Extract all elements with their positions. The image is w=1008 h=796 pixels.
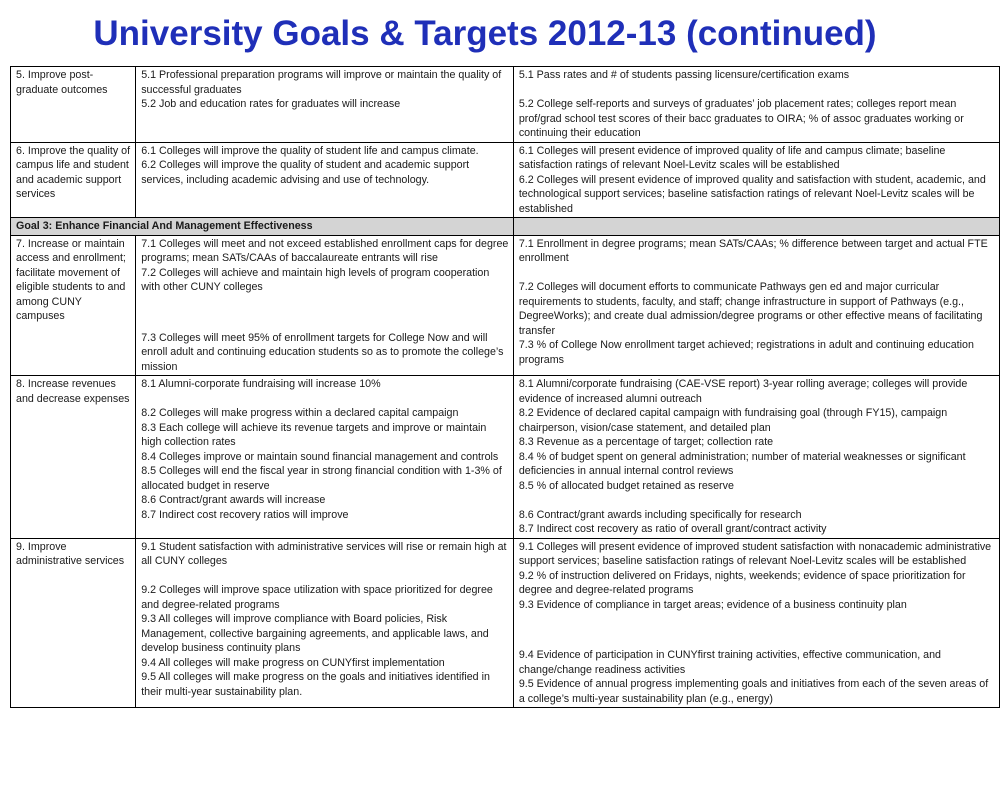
target-item: 9.1 Student satisfaction with administrative services will rise or remain high at all CUNY colleges xyxy=(141,540,507,567)
objective-cell: 5. Improve post-graduate outcomes xyxy=(11,67,136,143)
target-item: 5.1 Professional preparation programs will improve or maintain the quality of successful graduates xyxy=(141,69,502,96)
target-item: 8.3 Each college will achieve its revenue targets and improve or maintain high collection rates xyxy=(141,421,487,448)
indicator-item: 8.7 Indirect cost recovery as ratio of overall grant/contract activity xyxy=(518,523,827,535)
target-item: 7.2 Colleges will achieve and maintain high levels of program cooperation with other CUNY colleges xyxy=(141,266,490,293)
goal-header-row xyxy=(11,218,1000,236)
goal-header-empty xyxy=(513,218,999,236)
indicator-item: 9.3 Evidence of compliance in target areas; evidence of a business continuity plan xyxy=(518,598,907,611)
target-item: 8.6 Contract/grant awards will increase xyxy=(141,494,326,506)
indicator-item: 9.5 Evidence of annual progress implementing goals and initiatives from each of the seven areas of a college’s multi-year sustainability plan (e.g., energy) xyxy=(518,678,989,705)
target-item: 8.1 Alumni-corporate fundraising will increase 10% xyxy=(141,378,381,390)
indicator-item: 8.2 Evidence of declared capital campaign with fundraising goal (through FY15), campaign chairperson, vision/case statement, and detailed plan xyxy=(518,407,948,434)
target-item: 9.4 All colleges will make progress on CUNYfirst implementation xyxy=(141,656,445,669)
targets-cell xyxy=(136,67,514,143)
indicators-cell xyxy=(513,376,999,539)
targets-cell xyxy=(136,376,514,539)
target-item: 9.3 All colleges will improve compliance with Board policies, Risk Management, collective bargaining agreements, and applicable laws, and develop business continuity plans xyxy=(141,613,489,654)
objective-cell: 8. Increase revenues and decrease expenses xyxy=(11,376,136,539)
indicator-item: 7.1 Enrollment in degree programs; mean SATs/CAAs; % difference between target and actual FTE enrollment xyxy=(518,237,988,264)
target-item: 8.7 Indirect cost recovery ratios will improve xyxy=(141,508,349,521)
indicators-cell xyxy=(513,538,999,708)
indicators-cell xyxy=(513,67,999,143)
target-item: 8.4 Colleges improve or maintain sound financial management and controls xyxy=(141,450,499,463)
indicator-item: 6.2 Colleges will present evidence of improved quality and satisfaction with student, academic, and technological support services; baseline satisfaction ratings of relevant Noel-Levitz scales will be established xyxy=(518,173,986,215)
objective-cell: 9. Improve administrative services xyxy=(11,538,136,708)
indicators-cell xyxy=(513,235,999,376)
table-row xyxy=(11,142,1000,218)
indicator-item: 8.5 % of allocated budget retained as reserve xyxy=(518,479,734,492)
target-item: 8.2 Colleges will make progress within a declared capital campaign xyxy=(141,407,459,419)
targets-cell xyxy=(136,235,514,376)
table-row xyxy=(11,235,1000,376)
table-row xyxy=(11,67,1000,143)
indicator-item: 9.4 Evidence of participation in CUNYfirst training activities, effective communication, and change/change readiness activities xyxy=(518,649,941,676)
indicator-item: 9.1 Colleges will present evidence of improved student satisfaction with nonacademic administrative support services; baseline satisfaction ratings of relevant Noel-Levitz scales will be established xyxy=(518,540,992,567)
target-item: 7.3 Colleges will meet 95% of enrollment targets for College Now and will enroll adult and continuing education students so as to promote the college’s mission xyxy=(141,331,504,373)
goal-header: Goal 3: Enhance Financial And Management Effectiveness xyxy=(11,218,514,236)
target-item: 9.2 Colleges will improve space utilization with space prioritized for degree and degree-related programs xyxy=(141,584,493,611)
indicator-item: 7.3 % of College Now enrollment target achieved; registrations in adult and continuing education programs xyxy=(518,339,974,366)
target-item: 6.1 Colleges will improve the quality of student life and campus climate. xyxy=(141,144,479,157)
indicator-item: 8.4 % of budget spent on general administration; number of material weaknesses or significant deficiencies in annual internal control reviews xyxy=(518,450,966,477)
target-item: 5.2 Job and education rates for graduates will increase xyxy=(141,98,401,110)
indicator-item: 7.2 Colleges will document efforts to communicate Pathways gen ed and major curricular requirements to students, faculty, and staff; change infrastructure in support of Pathways (e.g., DegreeWorks); and create dual admission/degree programs or other effective means of facilitating transfer xyxy=(518,281,983,337)
indicator-item: 5.1 Pass rates and # of students passing licensure/certification exams xyxy=(518,69,850,81)
targets-cell xyxy=(136,142,514,218)
table-row xyxy=(11,538,1000,708)
target-item: 8.5 Colleges will end the fiscal year in strong financial condition with 1-3% of allocated budget in reserve xyxy=(141,465,502,492)
target-item: 7.1 Colleges will meet and not exceed established enrollment caps for degree programs; mean SATs/CAAs of baccalaureate entrants will rise xyxy=(141,237,509,264)
indicator-item: 8.6 Contract/grant awards including specifically for research xyxy=(518,508,802,521)
indicator-item: 5.2 College self-reports and surveys of graduates’ job placement rates; colleges report mean prof/grad school test scores of their bacc graduates to OIRA; % of assoc graduates working or continuing their education xyxy=(518,98,964,139)
indicator-item: 6.1 Colleges will present evidence of improved quality of life and campus climate; baseline satisfaction ratings of relevant Noel-Levitz scales will be established xyxy=(518,144,946,171)
indicator-item: 9.2 % of instruction delivered on Fridays, nights, weekends; evidence of space prioritization for degree and degree-related programs xyxy=(518,569,966,596)
target-item: 6.2 Colleges will improve the quality of student and academic support services, including academic advising and use of technology. xyxy=(141,159,470,186)
targets-cell xyxy=(136,538,514,708)
indicator-item: 8.3 Revenue as a percentage of target; collection rate xyxy=(518,436,774,448)
goals-table xyxy=(10,66,1000,708)
indicators-cell xyxy=(513,142,999,218)
indicator-item: 8.1 Alumni/corporate fundraising (CAE-VSE report) 3-year rolling average; colleges will provide evidence of increased alumni outreach xyxy=(518,378,968,405)
objective-cell: 6. Improve the quality of campus life and student and academic support services xyxy=(11,142,136,218)
table-row xyxy=(11,376,1000,539)
page-title: University Goals & Targets 2012-13 (continued) xyxy=(93,14,877,53)
target-item: 9.5 All colleges will make progress on the goals and initiatives identified in their multi-year sustainability plan. xyxy=(141,671,490,698)
objective-cell: 7. Increase or maintain access and enrollment; facilitate movement of eligible students to and among CUNY campuses xyxy=(11,235,136,376)
